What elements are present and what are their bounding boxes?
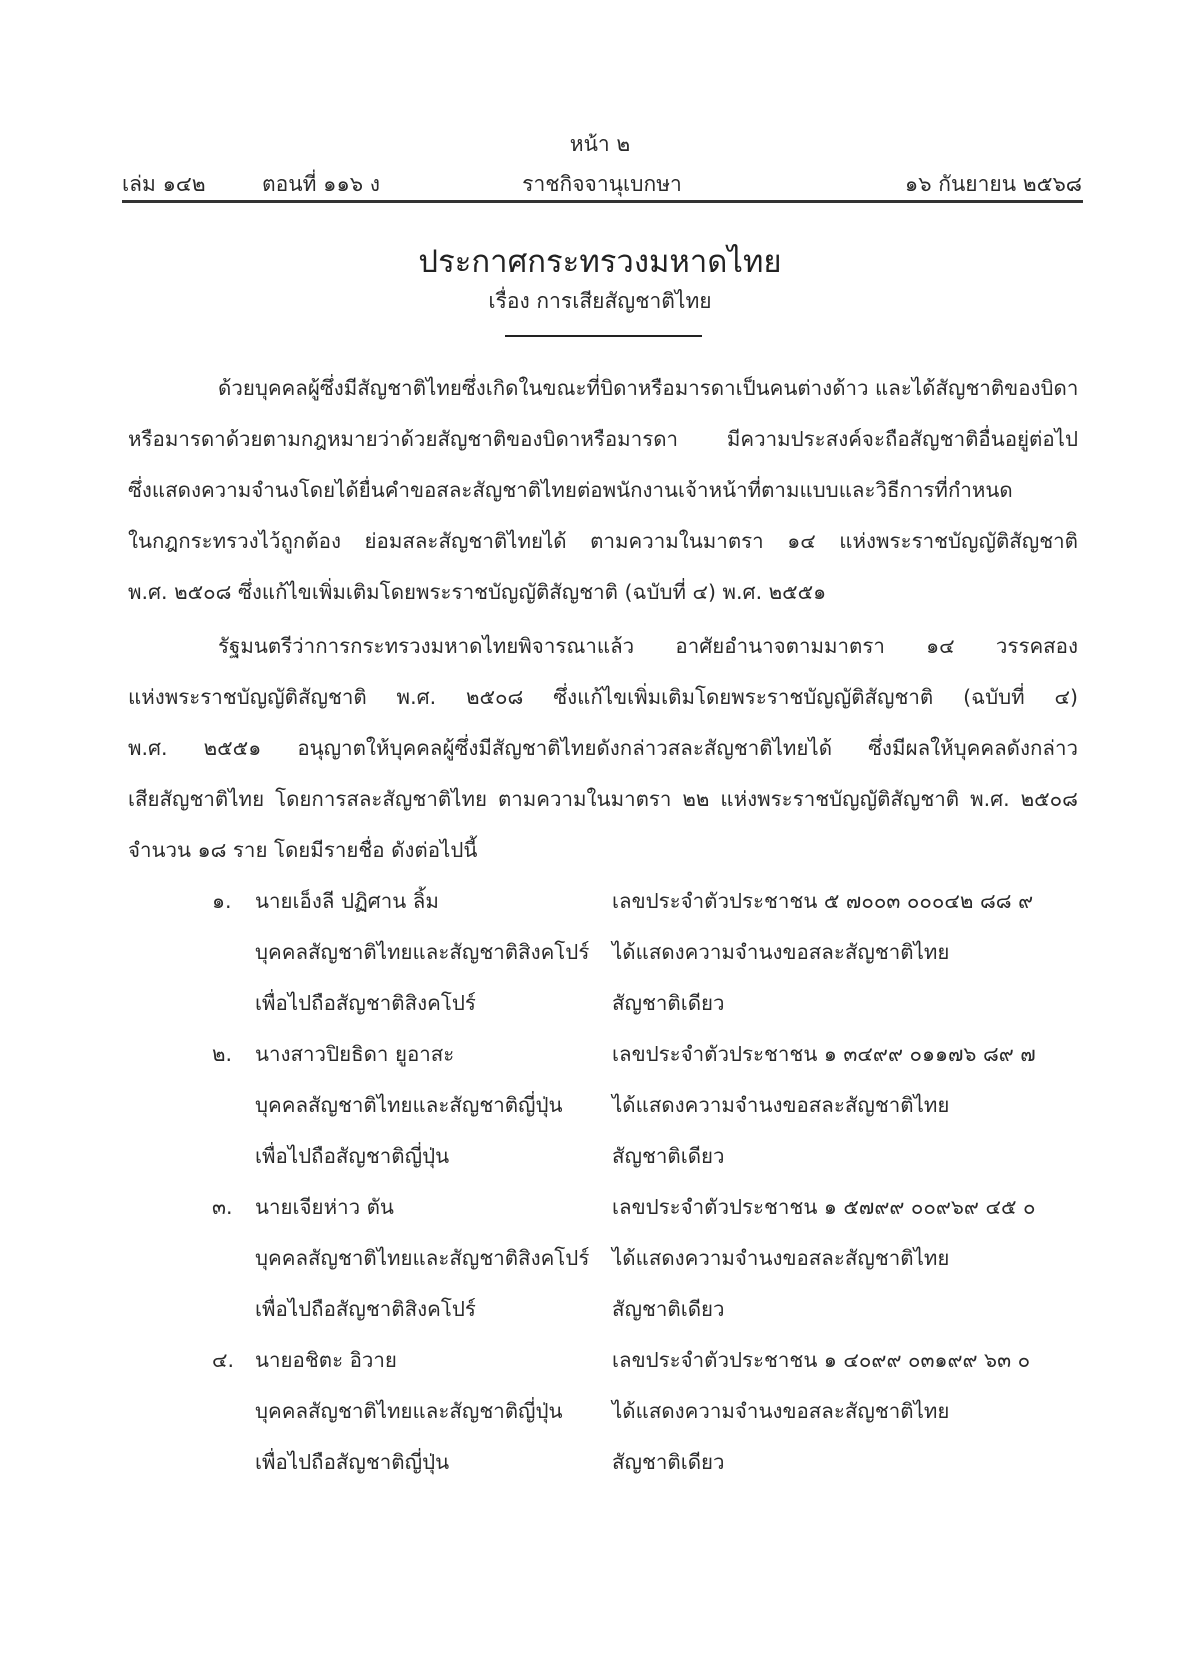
entry-single: สัญชาติเดียว	[612, 1297, 725, 1321]
entry-id: เลขประจำตัวประชาชน ๕ ๗๐๐๓ ๐๐๐๔๒ ๘๘ ๙	[612, 889, 1034, 913]
paragraph1-line: ซึ่งแสดงความจำนงโดยได้ยื่นคำขอสละสัญชาติไทยต่อพนักงานเจ้าหน้าที่ตามแบบและวิธีการที่กำหนด	[128, 478, 1013, 502]
entry-declaration: ได้แสดงความจำนงขอสละสัญชาติไทย	[612, 940, 950, 964]
entry-number: ๑.	[212, 889, 232, 913]
entry-name: นายเจียห่าว ตัน	[255, 1195, 394, 1219]
entry-number: ๔.	[212, 1348, 235, 1372]
title-divider	[505, 335, 702, 337]
entry-status: บุคคลสัญชาติไทยและสัญชาติสิงคโปร์	[255, 940, 590, 964]
paragraph2-line: รัฐมนตรีว่าการกระทรวงมหาดไทยพิจารณาแล้ว อาศัยอำนาจตามมาตรา ๑๔ วรรคสอง	[218, 634, 1078, 658]
entry-purpose: เพื่อไปถือสัญชาติญี่ปุ่น	[255, 1144, 450, 1168]
paragraph1-line: ด้วยบุคคลผู้ซึ่งมีสัญชาติไทยซึ่งเกิดในขณะที่บิดาหรือมารดาเป็นคนต่างด้าว และได้สัญชาติของบิดา	[218, 376, 1079, 400]
entry-id: เลขประจำตัวประชาชน ๑ ๔๐๙๙ ๐๓๑๙๙ ๖๓ ๐	[612, 1348, 1031, 1372]
header-divider	[122, 200, 1083, 203]
page-number: หน้า ๒	[569, 132, 631, 156]
entry-declaration: ได้แสดงความจำนงขอสละสัญชาติไทย	[612, 1399, 950, 1423]
entry-status: บุคคลสัญชาติไทยและสัญชาติญี่ปุ่น	[255, 1093, 563, 1117]
entry-name: นางสาวปิยธิดา ยูอาสะ	[255, 1042, 455, 1066]
entry-purpose: เพื่อไปถือสัญชาติสิงคโปร์	[255, 1297, 476, 1321]
volume-number: เล่ม ๑๔๒	[122, 172, 206, 196]
entry-id: เลขประจำตัวประชาชน ๑ ๓๔๙๙ ๐๑๑๗๖ ๘๙ ๗	[612, 1042, 1036, 1066]
paragraph2-line: จำนวน ๑๘ ราย โดยมีรายชื่อ ดังต่อไปนี้	[128, 838, 478, 862]
paragraph1-line: พ.ศ. ๒๕๐๘ ซึ่งแก้ไขเพิ่มเติมโดยพระราชบัญญัติสัญชาติ (ฉบับที่ ๔) พ.ศ. ๒๕๕๑	[128, 580, 827, 604]
publication-date: ๑๖ กันยายน ๒๕๖๘	[904, 172, 1082, 196]
document-subject: เรื่อง การเสียสัญชาติไทย	[488, 289, 712, 313]
entry-name: นายอชิตะ อิวาย	[255, 1348, 397, 1372]
entry-single: สัญชาติเดียว	[612, 1144, 725, 1168]
entry-purpose: เพื่อไปถือสัญชาติสิงคโปร์	[255, 991, 476, 1015]
paragraph2-line: พ.ศ. ๒๕๕๑ อนุญาตให้บุคคลผู้ซึ่งมีสัญชาติไทยดังกล่าวสละสัญชาติไทยได้ ซึ่งมีผลให้บุคคลดังกล่าว	[128, 736, 1078, 760]
entry-number: ๒.	[212, 1042, 233, 1066]
issue-number: ตอนที่ ๑๑๖ ง	[262, 172, 381, 196]
entry-id: เลขประจำตัวประชาชน ๑ ๕๗๙๙ ๐๐๙๖๙ ๔๕ ๐	[612, 1195, 1036, 1219]
entry-name: นายเอ็งลี ปฏิศาน ลิ้ม	[255, 889, 439, 913]
entry-status: บุคคลสัญชาติไทยและสัญชาติญี่ปุ่น	[255, 1399, 563, 1423]
paragraph1-line: ในกฎกระทรวงไว้ถูกต้อง ย่อมสละสัญชาติไทยได้ ตามความในมาตรา ๑๔ แห่งพระราชบัญญัติสัญชาติ	[128, 529, 1078, 553]
entry-number: ๓.	[212, 1195, 233, 1219]
entry-purpose: เพื่อไปถือสัญชาติญี่ปุ่น	[255, 1450, 450, 1474]
journal-name: ราชกิจจานุเบกษา	[522, 172, 682, 196]
paragraph2-line: แห่งพระราชบัญญัติสัญชาติ พ.ศ. ๒๕๐๘ ซึ่งแก้ไขเพิ่มเติมโดยพระราชบัญญัติสัญชาติ (ฉบับที่ ๔)	[128, 685, 1078, 709]
paragraph2-line: เสียสัญชาติไทย โดยการสละสัญชาติไทย ตามความในมาตรา ๒๒ แห่งพระราชบัญญัติสัญชาติ พ.ศ. ๒๕๐๘	[128, 787, 1078, 811]
paragraph1-line: หรือมารดาด้วยตามกฎหมายว่าด้วยสัญชาติของบิดาหรือมารดา มีความประสงค์จะถือสัญชาติอื่นอยู่ต่อไป	[128, 427, 1078, 451]
entry-single: สัญชาติเดียว	[612, 1450, 725, 1474]
entry-single: สัญชาติเดียว	[612, 991, 725, 1015]
entry-declaration: ได้แสดงความจำนงขอสละสัญชาติไทย	[612, 1246, 950, 1270]
entry-status: บุคคลสัญชาติไทยและสัญชาติสิงคโปร์	[255, 1246, 590, 1270]
entry-declaration: ได้แสดงความจำนงขอสละสัญชาติไทย	[612, 1093, 950, 1117]
document-title: ประกาศกระทรวงมหาดไทย	[418, 244, 782, 280]
gazette-header	[122, 168, 1082, 204]
